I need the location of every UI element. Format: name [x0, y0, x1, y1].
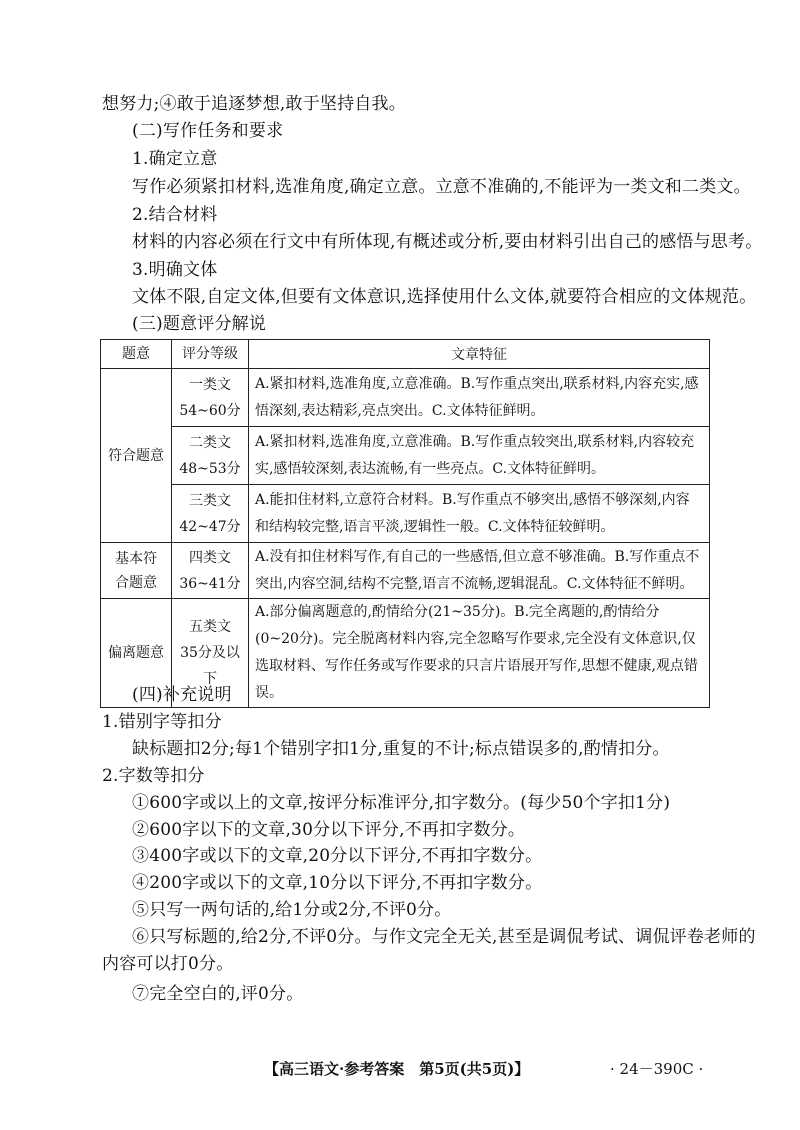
- sub1-heading: 1.错别字等扣分: [102, 712, 222, 732]
- grade-score: 54~60分: [179, 402, 241, 419]
- sub1-body: 缺标题扣2分;每1个错别字扣1分,重复的不计;标点错误多的,酌情扣分。: [132, 739, 670, 759]
- list-item: ⑦完全空白的,评0分。: [132, 984, 304, 1004]
- grade-score: 35分及以下: [180, 645, 240, 687]
- header-topic: 题意: [101, 340, 172, 369]
- section2-title: (二)写作任务和要求: [132, 121, 284, 141]
- table-row: [101, 427, 710, 485]
- features-cell: A.能扣住材料,立意符合材料。B.写作重点不够突出,感悟不够深刻,内容和结构较完整,语言平淡,逻辑性一般。C.文体特征较鲜明。: [249, 485, 710, 543]
- footer-paper-code: · 24－390C ·: [610, 1060, 704, 1078]
- sub2-heading: 2.字数等扣分: [102, 766, 205, 786]
- list-item: ⑥只写标题的,给2分,不评0分。与作文完全无关,甚至是调侃考试、调侃评卷老师的: [132, 927, 756, 947]
- features-cell: A.没有扣住材料写作,有自己的一些感悟,但立意不够准确。B.写作重点不突出,内容空洞,结构不完整,语言不流畅,逻辑混乱。C.文体特征不鲜明。: [249, 543, 710, 599]
- list-item: ④200字或以下的文章,10分以下评分,不再扣字数分。: [132, 873, 543, 893]
- topic-label: 偏离题意: [108, 645, 164, 661]
- scoring-table: [100, 339, 710, 708]
- topic-cell: [101, 543, 172, 599]
- section3-title: (三)题意评分解说: [132, 314, 267, 334]
- grade-score: 42~47分: [179, 518, 241, 535]
- grade-label: 一类文: [189, 376, 231, 393]
- grade-label: 三类文: [189, 492, 231, 509]
- grade-label: 二类文: [189, 434, 231, 451]
- item3-body: 文体不限,自定文体,但要有文体意识,选择使用什么文体,就要符合相应的文体规范。: [132, 287, 757, 307]
- grade-label: 四类文: [189, 549, 231, 566]
- table-row: [101, 543, 710, 599]
- features-cell: A.紧扣材料,选准角度,立意准确。B.写作重点较突出,联系材料,内容较充实,感悟较深刻,表达流畅,有一些亮点。C.文体特征鲜明。: [249, 427, 710, 485]
- item3-heading: 3.明确文体: [132, 260, 218, 280]
- grade-score: 48~53分: [179, 460, 241, 477]
- grade-score: 36~41分: [179, 575, 241, 592]
- list-item: ⑤只写一两句话的,给1分或2分,不评0分。: [132, 900, 452, 920]
- item1-heading: 1.确定立意: [132, 149, 218, 169]
- features-cell: A.紧扣材料,选准角度,立意准确。B.写作重点突出,联系材料,内容充实,感悟深刻,表达精彩,亮点突出。C.文体特征鲜明。: [249, 369, 710, 427]
- list-item-continuation: 内容可以打0分。: [102, 954, 234, 974]
- grade-cell: [172, 485, 249, 543]
- table-row: [101, 369, 710, 427]
- continuation-text: 想努力;④敢于追逐梦想,敢于坚持自我。: [102, 94, 406, 114]
- grade-cell: [172, 543, 249, 599]
- table-header-row: [101, 340, 710, 369]
- list-item: ①600字或以上的文章,按评分标准评分,扣字数分。(每少50个字扣1分): [132, 793, 671, 813]
- section4-title: (四)补充说明: [132, 685, 232, 705]
- header-features: 文章特征: [249, 340, 710, 369]
- item2-heading: 2.结合材料: [132, 205, 218, 225]
- topic-cell: [101, 369, 172, 543]
- grade-cell: [172, 427, 249, 485]
- topic-label-line1: 基本符: [115, 550, 157, 567]
- features-cell: A.部分偏离题意的,酌情给分(21~35分)。B.完全离题的,酌情给分(0~20分)。完全脱离材料内容,完全忽略写作要求,完全没有文体意识,仅选取材料、写作任务或写作要求的只言片语展开写作,思想不健康,观点错误。: [249, 599, 710, 708]
- list-item: ③400字或以下的文章,20分以下评分,不再扣字数分。: [132, 846, 543, 866]
- list-item: ②600字以下的文章,30分以下评分,不再扣字数分。: [132, 820, 526, 840]
- footer-page-info: 【高三语文·参考答案 第5页(共5页)】: [264, 1060, 530, 1078]
- grade-cell: [172, 369, 249, 427]
- item1-body: 写作必须紧扣材料,选准角度,确定立意。立意不准确的,不能评为一类文和二类文。: [132, 177, 751, 197]
- item2-body: 材料的内容必须在行文中有所体现,有概述或分析,要由材料引出自己的感悟与思考。: [132, 232, 763, 252]
- grade-label: 五类文: [189, 619, 231, 635]
- header-grade: 评分等级: [172, 340, 249, 369]
- topic-label-line2: 合题意: [115, 574, 157, 591]
- topic-label: 符合题意: [108, 447, 164, 464]
- table-row: [101, 485, 710, 543]
